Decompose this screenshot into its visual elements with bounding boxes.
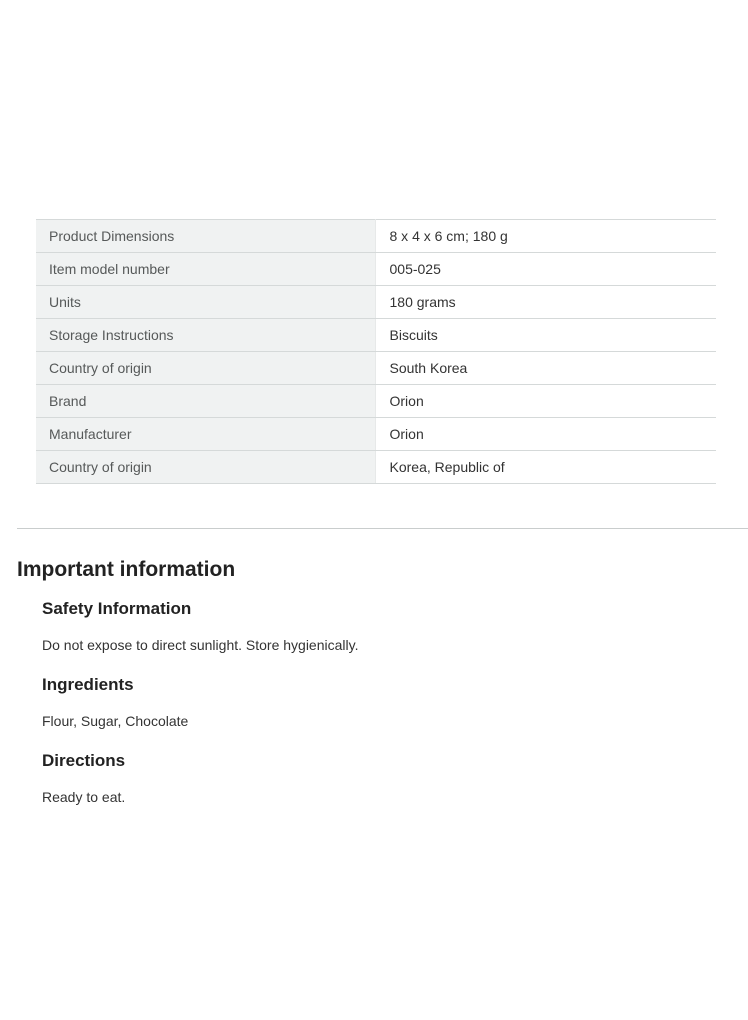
detail-value: South Korea (375, 352, 716, 385)
table-row (36, 286, 716, 319)
detail-value: Korea, Republic of (375, 451, 716, 484)
detail-value: 005-025 (375, 253, 716, 286)
detail-value: Orion (375, 418, 716, 451)
detail-label: Country of origin (36, 352, 375, 385)
safety-information-text: Do not expose to direct sunlight. Store hygienically. (42, 637, 359, 653)
important-information-title: Important information (17, 558, 236, 581)
detail-value: 180 grams (375, 286, 716, 319)
detail-label: Item model number (36, 253, 375, 286)
detail-label: Manufacturer (36, 418, 375, 451)
section-divider (17, 528, 748, 529)
detail-label: Brand (36, 385, 375, 418)
directions-text: Ready to eat. (42, 789, 126, 805)
table-row (36, 451, 716, 484)
table-row (36, 385, 716, 418)
directions-heading: Directions (42, 751, 126, 770)
table-row (36, 352, 716, 385)
detail-label: Units (36, 286, 375, 319)
detail-label: Storage Instructions (36, 319, 375, 352)
detail-label: Product Dimensions (36, 220, 375, 253)
table-row (36, 253, 716, 286)
detail-value: Orion (375, 385, 716, 418)
table-row (36, 220, 716, 253)
safety-information-heading: Safety Information (42, 599, 192, 618)
table-row (36, 418, 716, 451)
ingredients-heading: Ingredients (42, 675, 134, 694)
detail-label: Country of origin (36, 451, 375, 484)
detail-value: 8 x 4 x 6 cm; 180 g (375, 220, 716, 253)
detail-value: Biscuits (375, 319, 716, 352)
product-details-table (36, 219, 716, 484)
ingredients-text: Flour, Sugar, Chocolate (42, 713, 189, 729)
table-row (36, 319, 716, 352)
